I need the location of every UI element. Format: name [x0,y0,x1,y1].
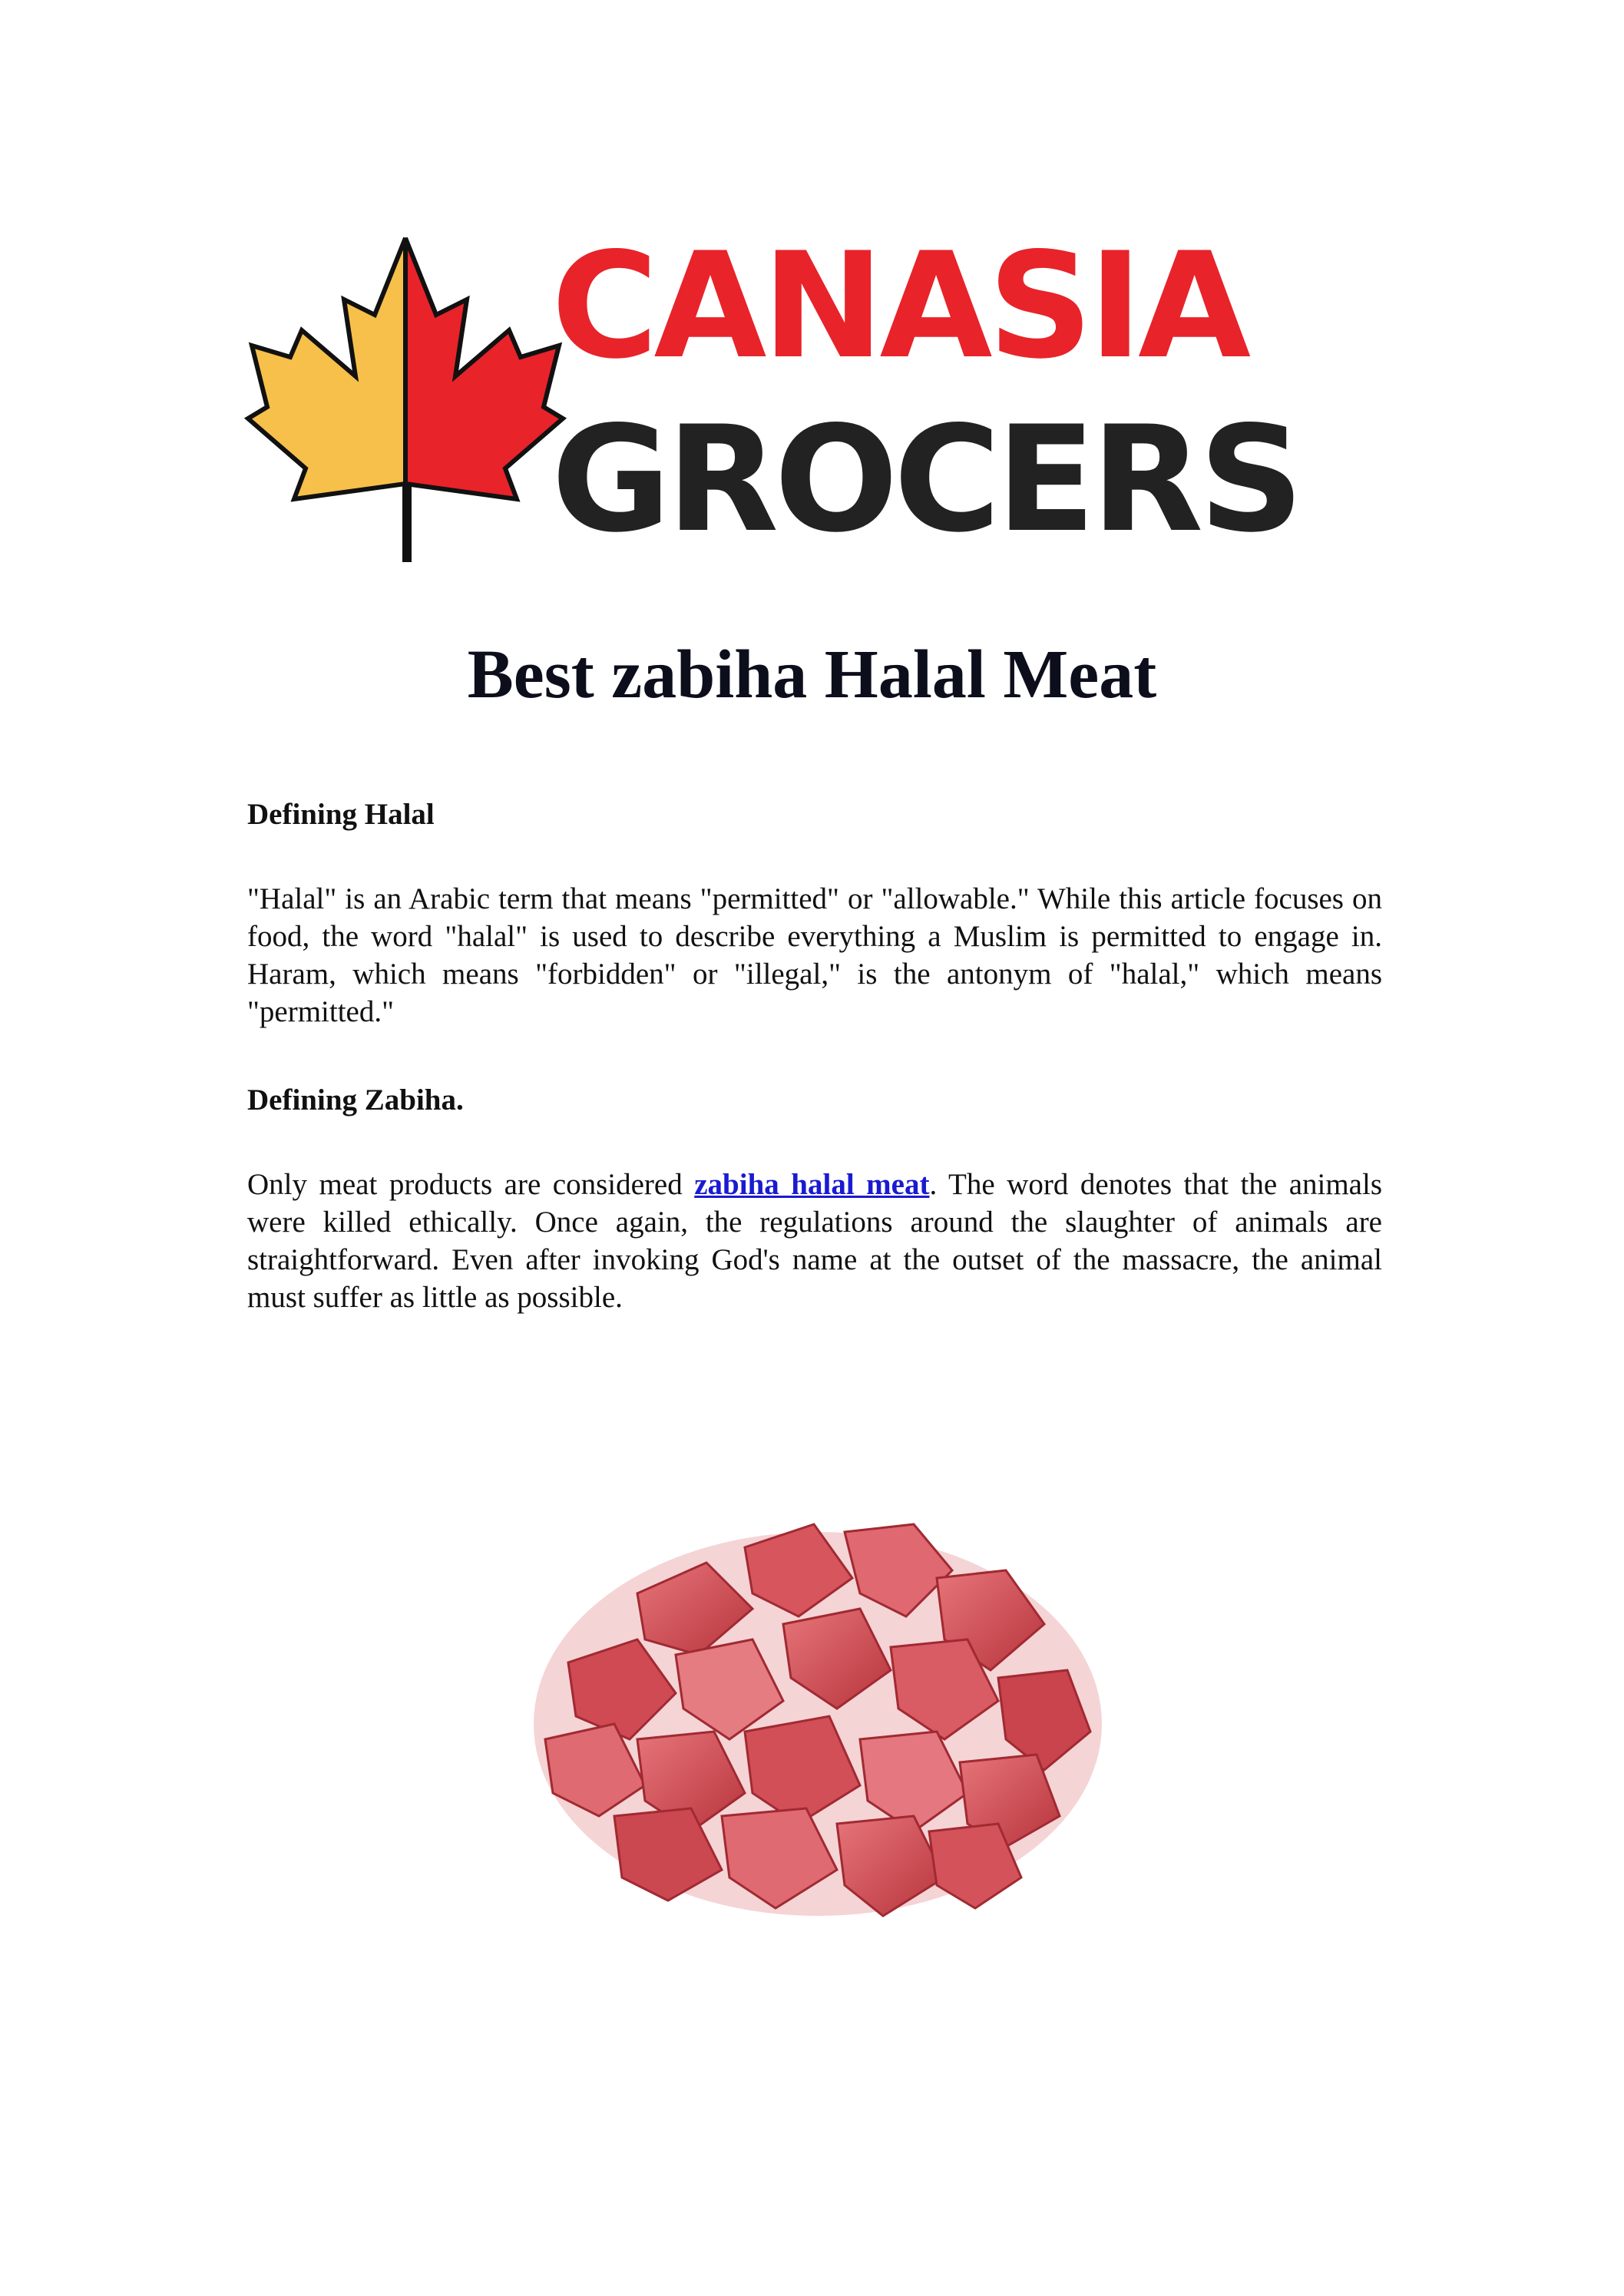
zabiha-body-after: . The word denotes that the animals were killed ethically. Once again, the regulations around the slaughter of animals are straightforward. Even after invoking God's name at the outset of the massacre, the animal must suffer as little as possible. [247,1168,1382,1314]
zabiha-body-before: Only meat products are considered [247,1168,695,1201]
canasia-grocers-logo [244,221,1396,568]
maple-leaf-icon [244,230,567,568]
section-heading-halal: Defining Halal [247,798,435,831]
section-body-halal: "Halal" is an Arabic term that means "permitted" or "allowable." While this article focuses on food, the word "halal" is used to describe everything a Muslim is permitted to engage in. Haram, which means "forbidden" or "illegal," is the antonym of "halal," which means "permitted." [247,882,1382,1028]
page-title: Best zabiha Halal Meat [467,637,1157,713]
brand-line1: CANASIA [551,221,1247,391]
meat-cubes-image [522,1478,1113,1939]
maple-leaf-left-half [248,238,405,499]
section-heading-zabiha: Defining Zabiha. [247,1083,464,1117]
zabiha-halal-meat-link[interactable]: zabiha halal meat [694,1168,930,1201]
maple-leaf-right-half [405,238,563,499]
section-body-zabiha [247,1166,1382,1316]
brand-wordmark [551,221,1396,568]
article-body [247,796,1382,1316]
brand-line2: GROCERS [551,395,1300,564]
